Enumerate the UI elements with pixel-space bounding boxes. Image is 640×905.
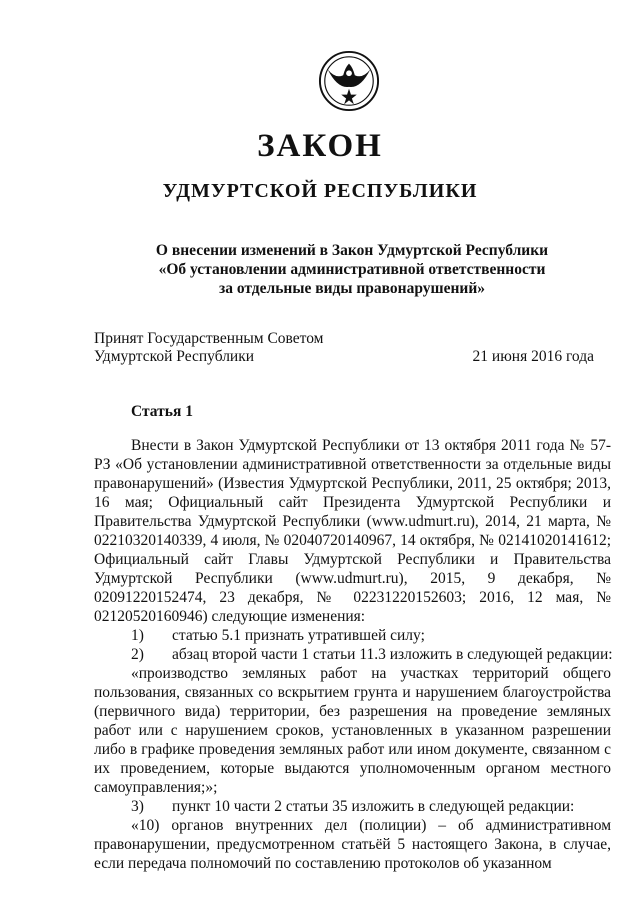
coat-of-arms-emblem	[318, 50, 380, 112]
adoption-date: 21 июня 2016 года	[472, 348, 594, 365]
list-item-text: статью 5.1 признать утратившей силу;	[172, 627, 425, 644]
quoted-paragraph: «производство земляных работ на участках территорий общего пользования, связанных со вскрытием грунта и нарушением благоустройства (первичного вида) территории, без разрешения на проведение земляных работ или с нарушением сроков, установленных в указанном разрешении либо в графике проведения земляных работ или ином документе, связанном с их проведением, которые выдаются уполномоченным органом местного самоуправления;»;	[94, 665, 611, 796]
list-item-text: абзац второй части 1 статьи 11.3 изложить в следующей редакции:	[172, 646, 613, 663]
adopted-by-line: Принят Государственным Советом	[94, 330, 324, 347]
adopted-by-line: Удмуртской Республики	[94, 348, 255, 365]
law-subject	[0, 241, 640, 298]
list-item-number: 2)	[131, 646, 144, 663]
article-heading: Статья 1	[131, 403, 193, 420]
list-item	[94, 645, 611, 664]
list-item-number: 3)	[131, 798, 144, 815]
subject-line: О внесении изменений в Закон Удмуртской Республики	[155, 242, 549, 259]
list-item	[94, 626, 611, 645]
quoted-paragraph: «10) органов внутренних дел (полиции) – об административном правонарушении, предусмотренном статьёй 5 настоящего Закона, в случае, если передача полномочий по составлению протоколов об указанном	[94, 817, 611, 872]
list-item-text: пункт 10 части 2 статьи 35 изложить в следующей редакции:	[172, 798, 575, 815]
list-item	[94, 797, 611, 816]
article-body	[94, 436, 611, 873]
law-subtitle: УДМУРТСКОЙ РЕСПУБЛИКИ	[162, 180, 478, 202]
article-intro-paragraph: Внести в Закон Удмуртской Республики от 13 октября 2011 года № 57-РЗ «Об установлении административной ответственности за отдельные виды правонарушений» (Известия Удмуртской Республики, 2011, 25 октября; 2013, 16 мая; Официальный сайт Президента Удмуртской Республики и Правительства Удмуртской Республики (www.udmurt.ru), 2014, 21 марта, № 02210320140339, 4 июля, № 02040720140967, 14 октября, № 02141020141612; Официальный сайт Главы Удмуртской Республики и Правительства Удмуртской Республики (www.udmurt.ru), 2015, 9 декабря, № 02091220152474, 23 декабря, № 02231220152603; 2016, 12 мая, № 02120520160946) следующие изменения:	[94, 437, 611, 625]
law-title: ЗАКОН	[257, 128, 383, 164]
subject-line: за отдельные виды правонарушений»	[219, 280, 485, 297]
list-item-number: 1)	[131, 627, 144, 644]
subject-line: «Об установлении административной ответственности	[158, 261, 546, 278]
adoption-block	[94, 330, 594, 366]
